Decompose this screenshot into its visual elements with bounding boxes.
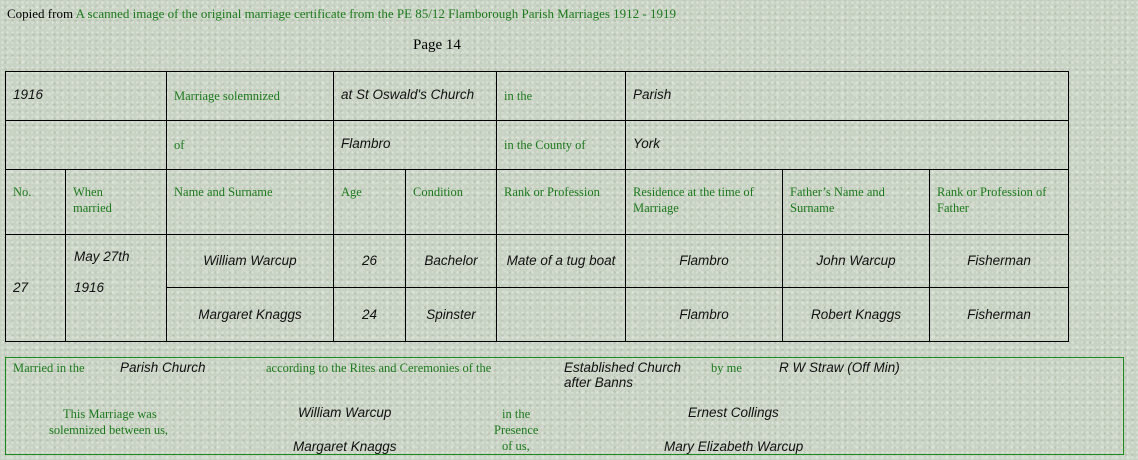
marriage-solemnized-label: Marriage solemnized (174, 89, 280, 103)
header-row-2 (6, 121, 1069, 170)
col-father-rank-label: Rank or Profession of Father (937, 185, 1047, 215)
married-in-label: Married in the (13, 361, 85, 375)
in-the-label: in the (504, 89, 533, 103)
presence-label-3: of us, (502, 439, 530, 453)
groom-row (6, 235, 1069, 288)
presence-label-2: Presence (494, 423, 539, 437)
groom-name-cell (167, 235, 334, 288)
col-name-label: Name and Surname (174, 185, 273, 199)
col-rank-label: Rank or Profession (504, 185, 600, 199)
marriage-register-table (5, 71, 1069, 342)
page-number: Page 14 (413, 37, 461, 53)
col-header-residence (626, 170, 783, 235)
col-residence-label: Residence at the time of Marriage (633, 185, 754, 215)
groom-residence: Flambro (679, 253, 729, 268)
witness-2-name: Mary Elizabeth Warcup (664, 439, 804, 454)
in-county-label: in the County of (504, 138, 586, 152)
rites-value: Established Church (564, 360, 682, 375)
date-line-1: May 27th (74, 249, 130, 264)
groom-father-name-cell (783, 235, 930, 288)
col-header-when (66, 170, 167, 235)
source-line (7, 6, 676, 22)
col-header-age (334, 170, 406, 235)
church-value: at St Oswald's Church (341, 87, 475, 102)
bride-condition: Spinster (426, 306, 476, 322)
source-link[interactable]: A scanned image of the original marriage certificate from the PE 85/12 Flamborough Parish Marriages 1912 - 1919 (75, 6, 676, 21)
by-me-label: by me (711, 361, 742, 375)
county-cell (626, 121, 1069, 170)
col-condition-label: Condition (413, 185, 464, 199)
groom-rank: Mate of a tug boat (506, 253, 616, 268)
church-cell (334, 72, 497, 121)
entry-number: 27 (13, 280, 29, 295)
groom-age: 26 (361, 253, 378, 268)
bride-name-cell (167, 288, 334, 342)
bride-residence: Flambro (679, 306, 729, 322)
presence-label-1: in the (502, 407, 531, 421)
groom-father-rank-cell (930, 235, 1069, 288)
groom-age-cell (334, 235, 406, 288)
col-no-label: No. (13, 185, 32, 199)
bride-age-cell (334, 288, 406, 342)
in-the-label-cell (497, 72, 626, 121)
officiant-name: R W Straw (Off Min) (779, 360, 900, 375)
solemnized-label-cell (167, 72, 334, 121)
column-header-row (6, 170, 1069, 235)
bride-condition-cell (406, 288, 497, 342)
married-in-value: Parish Church (120, 360, 206, 375)
groom-residence-cell (626, 235, 783, 288)
groom-rank-cell (497, 235, 626, 288)
bride-father-rank: Fisherman (967, 306, 1031, 322)
groom-father-name: John Warcup (816, 253, 896, 268)
bride-father-name: Robert Knaggs (810, 306, 902, 322)
county-value: York (633, 136, 661, 151)
of-label-cell (167, 121, 334, 170)
after-banns: after Banns (564, 375, 634, 390)
parish-value: Parish (633, 87, 672, 102)
between-label-2: solemnized between us, (49, 423, 169, 437)
col-header-father-name (783, 170, 930, 235)
entry-number-cell (6, 235, 66, 342)
col-header-name (167, 170, 334, 235)
county-label-cell (497, 121, 626, 170)
col-header-no (6, 170, 66, 235)
year-cell (6, 72, 167, 121)
party-1-name: William Warcup (298, 405, 392, 420)
bride-father-name-cell (783, 288, 930, 342)
date-cell (66, 235, 167, 342)
col-header-father-rank (930, 170, 1069, 235)
bride-residence-cell (626, 288, 783, 342)
col-header-rank (497, 170, 626, 235)
empty-cell (6, 121, 167, 170)
col-header-condition (406, 170, 497, 235)
groom-condition: Bachelor (424, 253, 478, 268)
party-2-name: Margaret Knaggs (293, 439, 397, 454)
groom-name: William Warcup (203, 253, 297, 268)
copied-from-prefix: Copied from (7, 6, 74, 21)
place-cell (334, 121, 497, 170)
groom-condition-cell (406, 235, 497, 288)
col-when-label: When married (73, 185, 112, 215)
col-age-label: Age (341, 185, 362, 199)
of-label: of (174, 138, 185, 152)
col-father-name-label: Father’s Name and Surname (790, 185, 885, 215)
rites-label: according to the Rites and Ceremonies of the (266, 361, 492, 375)
year-value: 1916 (13, 87, 44, 102)
bride-rank-cell (497, 288, 626, 342)
date-line-2: 1916 (74, 280, 105, 295)
witness-1-name: Ernest Collings (688, 405, 779, 420)
place-value: Flambro (341, 136, 391, 151)
bride-name: Margaret Knaggs (198, 306, 302, 322)
bride-age: 24 (361, 306, 378, 322)
between-label-1: This Marriage was (63, 407, 157, 421)
parish-cell (626, 72, 1069, 121)
header-row-1 (6, 72, 1069, 121)
groom-father-rank: Fisherman (967, 253, 1031, 268)
marriage-details-box (5, 357, 1124, 455)
bride-father-rank-cell (930, 288, 1069, 342)
